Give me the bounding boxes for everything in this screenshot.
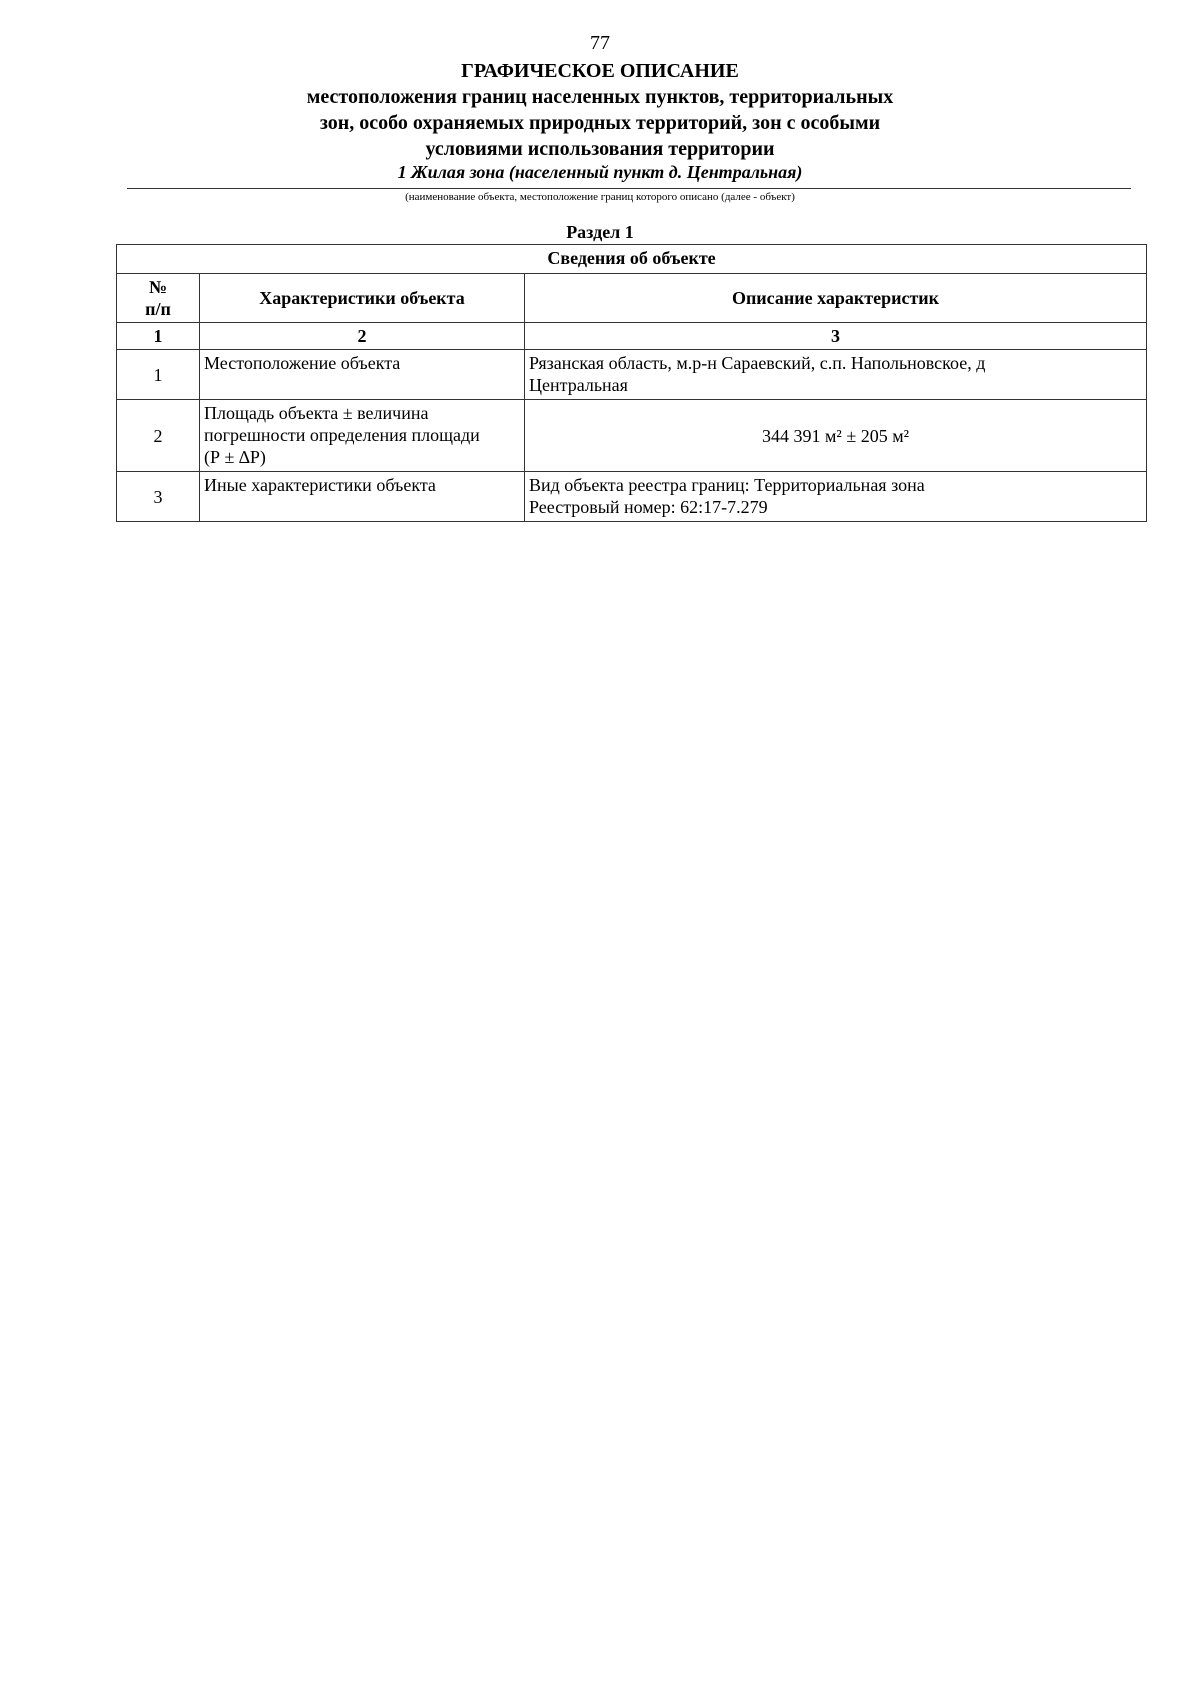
header-description: Описание характеристик	[525, 274, 1147, 323]
title-line-3: зон, особо охраняемых природных территорий, зон с особыми	[319, 112, 881, 134]
table-row	[117, 400, 1147, 472]
table-header-row	[117, 274, 1147, 323]
object-caption: (наименование объекта, местоположение границ которого описано (далее - объект)	[405, 191, 795, 203]
row-num: 3	[117, 472, 200, 522]
column-number-3: 3	[525, 323, 1147, 350]
row-description: 344 391 м² ± 205 м²	[525, 400, 1147, 472]
section-title: Раздел 1	[566, 222, 634, 242]
page-number: 77	[590, 32, 610, 54]
title-line-2: местоположения границ населенных пунктов, территориальных	[306, 86, 894, 108]
table-caption: Сведения об объекте	[117, 245, 1147, 274]
row-num: 1	[117, 350, 200, 400]
row-description-line-2: Центральная	[529, 375, 628, 395]
row-description	[525, 472, 1147, 522]
table-caption-row	[117, 245, 1147, 274]
column-number-2: 2	[200, 323, 525, 350]
document-title	[0, 58, 1200, 162]
column-number-1: 1	[117, 323, 200, 350]
object-name-underline	[127, 188, 1131, 189]
row-characteristic: Местоположение объекта	[200, 350, 525, 400]
object-info-table	[116, 244, 1147, 522]
row-description-line-1: Рязанская область, м.р-н Сараевский, с.п. Напольновское, д	[529, 353, 986, 373]
row-characteristic: Иные характеристики объекта	[200, 472, 525, 522]
header-num-line-1: №	[148, 277, 168, 297]
title-line-4: условиями использования территории	[425, 138, 775, 160]
row-description	[525, 350, 1147, 400]
title-line-1: ГРАФИЧЕСКОЕ ОПИСАНИЕ	[461, 60, 739, 82]
row-characteristic-line-3: (Р ± ∆Р)	[204, 447, 266, 467]
row-num: 2	[117, 400, 200, 472]
row-characteristic-line-1: Площадь объекта ± величина	[204, 403, 429, 423]
object-name: 1 Жилая зона (населенный пункт д. Центральная)	[397, 162, 803, 182]
table-column-numbers-row	[117, 323, 1147, 350]
table-row	[117, 350, 1147, 400]
table-row	[117, 472, 1147, 522]
header-num	[117, 274, 200, 323]
row-description-line-1: Вид объекта реестра границ: Территориальная зона	[529, 475, 925, 495]
row-characteristic	[200, 400, 525, 472]
header-characteristic: Характеристики объекта	[200, 274, 525, 323]
header-num-line-2: п/п	[145, 299, 171, 319]
row-description-line-2: Реестровый номер: 62:17-7.279	[529, 497, 768, 517]
row-characteristic-line-2: погрешности определения площади	[204, 425, 480, 445]
